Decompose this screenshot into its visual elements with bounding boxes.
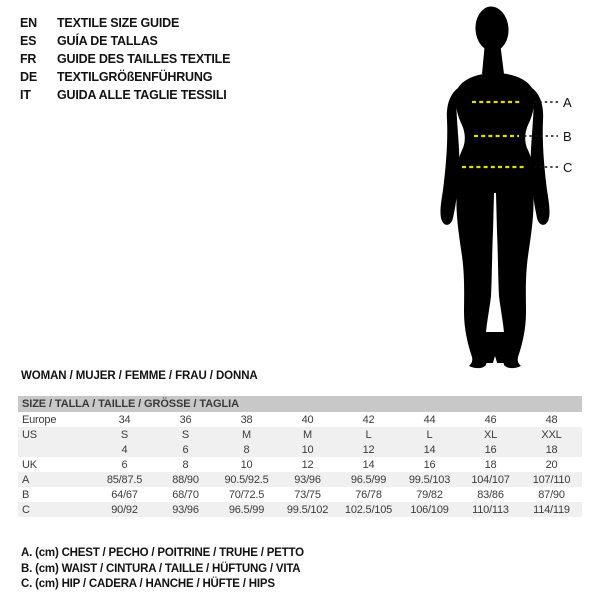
size-cell: XXL xyxy=(541,428,562,441)
size-cell: 114/119 xyxy=(533,503,570,516)
size-cell: 64/67 xyxy=(111,488,138,501)
row-label: US xyxy=(22,428,37,441)
language-title: GUIDE DES TAILLES TEXTILE xyxy=(57,52,231,66)
size-cell: XL xyxy=(483,428,498,441)
size-cell: 38 xyxy=(240,413,253,426)
size-cell: 73/75 xyxy=(294,488,321,501)
size-cell: 93/96 xyxy=(294,473,321,486)
size-cell: 6 xyxy=(121,458,128,471)
size-cell: 10 xyxy=(240,458,253,471)
language-list xyxy=(20,14,230,104)
size-cell: 102.5/105 xyxy=(344,503,393,516)
size-table-header: SIZE / TALLA / TAILLE / GRÖSSE / TAGLIA xyxy=(18,396,582,412)
size-cell: 70/72.5 xyxy=(228,488,265,501)
table-row xyxy=(18,442,582,457)
size-cell: 76/78 xyxy=(355,488,382,501)
language-title: TEXTILGRÖßENFÜHRUNG xyxy=(57,70,213,84)
row-label xyxy=(18,442,94,457)
language-code: DE xyxy=(20,70,37,84)
language-row-fr xyxy=(20,50,230,68)
size-cell: 96.5/99 xyxy=(350,473,387,486)
size-table-grid xyxy=(18,412,582,517)
measure-label-b: B xyxy=(563,129,572,144)
row-label: A xyxy=(22,473,30,486)
size-cell: 8 xyxy=(182,458,189,471)
language-row-de xyxy=(20,68,230,86)
size-cell: 8 xyxy=(243,443,250,456)
size-cell: 85/87.5 xyxy=(106,473,143,486)
measure-label-c: C xyxy=(563,160,573,175)
size-cell: 14 xyxy=(423,443,436,456)
size-cell: L xyxy=(426,428,433,441)
size-cell: 83/86 xyxy=(477,488,504,501)
silhouette-torso xyxy=(456,73,534,193)
language-row-it xyxy=(20,86,230,104)
size-cell: 6 xyxy=(182,443,189,456)
woman-silhouette xyxy=(440,5,549,368)
language-title: GUÍA DE TALLAS xyxy=(57,34,158,48)
size-cell: 44 xyxy=(423,413,436,426)
measure-label-a: A xyxy=(563,95,572,110)
size-cell: 16 xyxy=(423,458,436,471)
size-cell: 87/90 xyxy=(538,488,565,501)
language-code: IT xyxy=(20,88,31,102)
size-cell: 96.5/99 xyxy=(228,503,265,516)
size-cell: 18 xyxy=(484,458,497,471)
table-row xyxy=(18,472,582,487)
size-cell: 16 xyxy=(484,443,497,456)
size-cell: M xyxy=(242,428,251,441)
table-row xyxy=(18,457,582,472)
size-cell: 68/70 xyxy=(172,488,199,501)
size-cell: M xyxy=(303,428,312,441)
size-cell: 46 xyxy=(484,413,497,426)
size-cell: 99.5/102 xyxy=(286,503,329,516)
size-table xyxy=(18,396,582,517)
legend-line-a: A. (cm) CHEST / PECHO / POITRINE / TRUHE / PETTO xyxy=(21,547,304,559)
size-cell: 88/90 xyxy=(172,473,199,486)
table-row xyxy=(18,412,582,427)
size-cell: 107/110 xyxy=(532,473,571,486)
size-cell: 42 xyxy=(362,413,375,426)
table-row xyxy=(18,427,582,442)
size-cell: 106/109 xyxy=(410,503,449,516)
size-cell: S xyxy=(181,428,190,441)
size-cell: 93/96 xyxy=(172,503,199,516)
size-cell: 4 xyxy=(121,443,128,456)
size-cell: 40 xyxy=(301,413,314,426)
table-row xyxy=(18,502,582,517)
woman-silhouette-figure xyxy=(400,0,600,400)
language-title: TEXTILE SIZE GUIDE xyxy=(57,16,180,30)
size-cell: 34 xyxy=(118,413,131,426)
language-row-en xyxy=(20,14,230,32)
size-cell: 79/82 xyxy=(416,488,443,501)
table-group-title: WOMAN / MUJER / FEMME / FRAU / DONNA xyxy=(21,370,258,382)
size-cell: 110/113 xyxy=(472,503,509,516)
size-cell: 104/107 xyxy=(471,473,510,486)
row-label: B xyxy=(22,488,30,501)
size-cell: 12 xyxy=(301,458,314,471)
size-cell: 48 xyxy=(545,413,558,426)
language-row-es xyxy=(20,32,230,50)
legend-line-c: C. (cm) HIP / CADERA / HANCHE / HÜFTE / HIPS xyxy=(21,578,275,590)
size-cell: 14 xyxy=(362,458,375,471)
table-row xyxy=(18,487,582,502)
row-label: C xyxy=(22,503,30,516)
legend-line-b: B. (cm) WAIST / CINTURA / TAILLE / HÜFTUNG / VITA xyxy=(21,562,301,575)
row-label: UK xyxy=(22,458,37,471)
size-cell: 90.5/92.5 xyxy=(224,473,269,486)
language-code: FR xyxy=(20,52,37,66)
size-cell: 20 xyxy=(545,458,558,471)
size-cell: 10 xyxy=(301,443,314,456)
size-cell: L xyxy=(365,428,372,441)
language-title: GUIDA ALLE TAGLIE TESSILI xyxy=(57,88,227,102)
language-code: EN xyxy=(20,16,37,30)
size-cell: 12 xyxy=(362,443,375,456)
size-cell: 90/92 xyxy=(111,503,138,516)
size-cell: 99.5/103 xyxy=(408,473,451,486)
size-cell: 36 xyxy=(179,413,192,426)
row-label: Europe xyxy=(22,413,57,426)
language-code: ES xyxy=(20,34,37,48)
size-cell: 18 xyxy=(545,443,558,456)
measurement-legend xyxy=(21,546,304,593)
size-cell: S xyxy=(120,428,129,441)
